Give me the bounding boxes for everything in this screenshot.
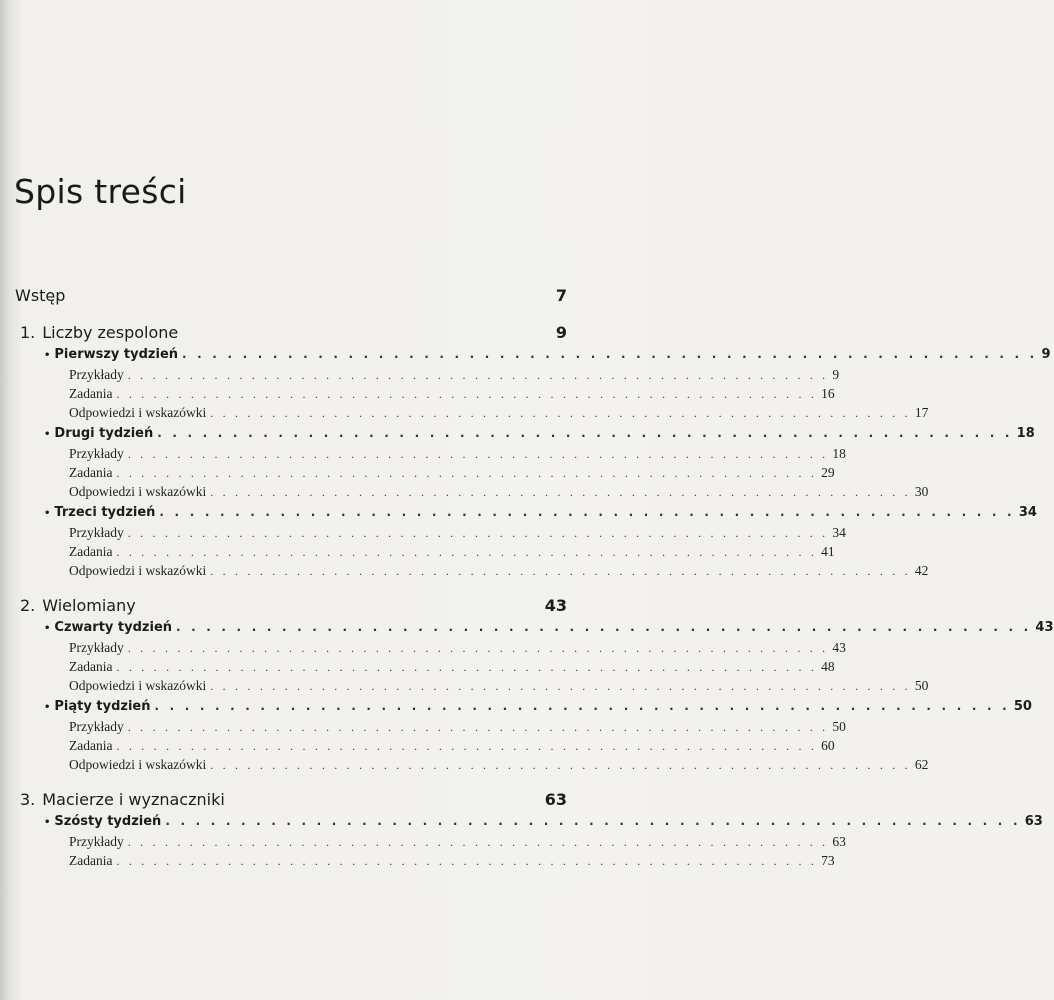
week-title: Trzeci tydzień bbox=[54, 505, 156, 520]
bullet-icon: • bbox=[44, 623, 51, 634]
week-page-number: 34 bbox=[1018, 505, 1037, 520]
section-page-number: 62 bbox=[914, 756, 929, 772]
leader-dots: . . . . . . . . . . . . . . . . . . . . . . . . . . . . . . . . . . . . . . . . . . . . . . . . . . . . . . . . . bbox=[176, 620, 1032, 634]
week-title: Szósty tydzień bbox=[54, 814, 162, 829]
toc-entry-sub bbox=[69, 385, 835, 402]
week-title: Drugi tydzień bbox=[54, 426, 154, 441]
section-page-number: 29 bbox=[821, 464, 835, 480]
leader-dots: . . . . . . . . . . . . . . . . . . . . . . . . . . . . . . . . . . . . . . . . . . . . . . . . . . . . . . . . . bbox=[210, 563, 911, 578]
chapter-page-number: 43 bbox=[544, 596, 567, 615]
toc-entry-sub bbox=[69, 737, 835, 754]
toc-entry-sub bbox=[69, 562, 929, 579]
toc-entry-sub bbox=[69, 483, 929, 500]
leader-dots: . . . . . . . . . . . . . . . . . . . . . . . . . . . . . . . . . . . . . . . . . . . . . . . . . . . . . . . . . bbox=[154, 699, 1010, 713]
toc-entry-week bbox=[44, 347, 1051, 362]
leader-dots: . . . . . . . . . . . . . . . . . . . . . . . . . . . . . . . . . . . . . . . . . . . . . . . . . . . . . . . . . bbox=[165, 814, 1021, 828]
chapter-page-number: 9 bbox=[555, 323, 567, 342]
week-title: Czwarty tydzień bbox=[54, 620, 173, 635]
leader-dots: . . . . . . . . . . . . . . . . . . . . . . . . . . . . . . . . . . . . . . . . . . . . . . . . . . . . . . . . . bbox=[127, 834, 829, 849]
bullet-icon: • bbox=[44, 429, 51, 440]
chapter-title: Wielomiany bbox=[42, 596, 136, 615]
section-page-number: 43 bbox=[832, 639, 846, 655]
section-page-number: 16 bbox=[821, 385, 835, 401]
section-label: Przykłady bbox=[69, 524, 124, 540]
leader-dots: . . . . . . . . . . . . . . . . . . . . . . . . . . . . . . . . . . . . . . . . . . . . . . . . . . . . . . . . . bbox=[159, 505, 1015, 519]
leader-dots: . . . . . . . . . . . . . . . . . . . . . . . . . . . . . . . . . . . . . . . . . . . . . . . . . . . . . . . . . bbox=[127, 525, 829, 540]
leader-dots: . . . . . . . . . . . . . . . . . . . . . . . . . . . . . . . . . . . . . . . . . . . . . . . . . . . . . . . . . bbox=[210, 405, 911, 420]
section-page-number: 48 bbox=[821, 658, 835, 674]
section-label: Odpowiedzi i wskazówki bbox=[69, 404, 207, 420]
toc-entry-sub bbox=[69, 852, 835, 869]
toc-entry-week bbox=[44, 426, 1035, 441]
leader-dots: . . . . . . . . . . . . . . . . . . . . . . . . . . . . . . . . . . . . . . . . . . . . . . . . . . . . . . . . . bbox=[127, 446, 829, 461]
chapter-title: Liczby zespolone bbox=[42, 323, 179, 342]
week-title: Pierwszy tydzień bbox=[54, 347, 179, 362]
toc-entry-chapter bbox=[20, 596, 567, 615]
week-page-number: 9 bbox=[1041, 347, 1051, 362]
toc-entry-sub bbox=[69, 718, 846, 735]
toc-entry-week bbox=[44, 620, 1054, 635]
section-label: Zadania bbox=[69, 543, 113, 559]
leader-dots: . . . . . . . . . . . . . . . . . . . . . . . . . . . . . . . . . . . . . . . . . . . . . . . . . . . . . . . . . bbox=[116, 544, 818, 559]
week-page-number: 18 bbox=[1016, 426, 1035, 441]
section-page-number: 9 bbox=[832, 366, 840, 382]
leader-dots: . . . . . . . . . . . . . . . . . . . . . . . . . . . . . . . . . . . . . . . . . . . . . . . . . . . . . . . . . bbox=[116, 465, 818, 480]
leader-dots: . . . . . . . . . . . . . . . . . . . . . . . . . . . . . . . . . . . . . . . . . . . . . . . . . . . . . . . . . bbox=[210, 678, 911, 693]
section-page-number: 17 bbox=[914, 404, 929, 420]
toc-entry-sub bbox=[69, 445, 846, 462]
toc-entry-sub bbox=[69, 464, 835, 481]
leader-dots: . . . . . . . . . . . . . . . . . . . . . . . . . . . . . . . . . . . . . . . . . . . . . . . . . . . . . . . . . bbox=[157, 426, 1013, 440]
bullet-icon: • bbox=[44, 702, 51, 713]
week-page-number: 43 bbox=[1035, 620, 1054, 635]
leader-dots: . . . . . . . . . . . . . . . . . . . . . . . . . . . . . . . . . . . . . . . . . . . . . . . . . . . . . . . . . bbox=[116, 386, 818, 401]
section-page-number: 42 bbox=[914, 562, 929, 578]
toc-entry-sub bbox=[69, 524, 846, 541]
chapter-number: 1. bbox=[20, 323, 36, 342]
leader-dots: . . . . . . . . . . . . . . . . . . . . . . . . . . . . . . . . . . . . . . . . . . . . . . . . . . . . . . . . . bbox=[182, 347, 1038, 361]
toc-entry-sub bbox=[69, 366, 840, 383]
bullet-icon: • bbox=[44, 817, 51, 828]
toc-entry-week bbox=[44, 814, 1043, 829]
section-label: Przykłady bbox=[69, 445, 124, 461]
intro-page-number: 7 bbox=[555, 286, 567, 305]
section-label: Zadania bbox=[69, 464, 113, 480]
week-page-number: 50 bbox=[1013, 699, 1032, 714]
bullet-icon: • bbox=[44, 508, 51, 519]
section-label: Zadania bbox=[69, 658, 113, 674]
toc-entry-chapter bbox=[20, 790, 567, 809]
toc-entry-sub bbox=[69, 404, 929, 421]
leader-dots: . . . . . . . . . . . . . . . . . . . . . . . . . . . . . . . . . . . . . . . . . . . . . . . . . . . . . . . . . bbox=[116, 853, 818, 868]
section-page-number: 63 bbox=[832, 833, 846, 849]
chapter-number: 2. bbox=[20, 596, 36, 615]
leader-dots: . . . . . . . . . . . . . . . . . . . . . . . . . . . . . . . . . . . . . . . . . . . . . . . . . . . . . . . . . bbox=[127, 719, 829, 734]
leader-dots: . . . . . . . . . . . . . . . . . . . . . . . . . . . . . . . . . . . . . . . . . . . . . . . . . . . . . . . . . bbox=[210, 484, 911, 499]
toc-entry-sub bbox=[69, 677, 929, 694]
section-label: Odpowiedzi i wskazówki bbox=[69, 677, 207, 693]
page-title: Spis treści bbox=[14, 172, 187, 211]
toc-entry-chapter bbox=[20, 323, 567, 342]
section-label: Zadania bbox=[69, 385, 113, 401]
section-page-number: 18 bbox=[832, 445, 846, 461]
section-label: Zadania bbox=[69, 852, 113, 868]
bullet-icon: • bbox=[44, 350, 51, 361]
section-label: Odpowiedzi i wskazówki bbox=[69, 562, 207, 578]
week-title: Piąty tydzień bbox=[54, 699, 151, 714]
toc-entry-sub bbox=[69, 543, 835, 560]
leader-dots: . . . . . . . . . . . . . . . . . . . . . . . . . . . . . . . . . . . . . . . . . . . . . . . . . . . . . . . . . bbox=[116, 738, 818, 753]
chapter-page-number: 63 bbox=[544, 790, 567, 809]
section-page-number: 60 bbox=[821, 737, 835, 753]
section-label: Przykłady bbox=[69, 366, 124, 382]
leader-dots: . . . . . . . . . . . . . . . . . . . . . . . . . . . . . . . . . . . . . . . . . . . . . . . . . . . . . . . . . bbox=[127, 640, 829, 655]
section-label: Przykłady bbox=[69, 833, 124, 849]
toc-entry-week bbox=[44, 505, 1037, 520]
intro-label: Wstęp bbox=[15, 286, 66, 305]
toc-entry-chapter bbox=[15, 286, 567, 305]
chapter-number: 3. bbox=[20, 790, 36, 809]
leader-dots: . . . . . . . . . . . . . . . . . . . . . . . . . . . . . . . . . . . . . . . . . . . . . . . . . . . . . . . . . bbox=[116, 659, 818, 674]
toc-entry-sub bbox=[69, 833, 846, 850]
section-label: Przykłady bbox=[69, 718, 124, 734]
section-label: Odpowiedzi i wskazówki bbox=[69, 756, 207, 772]
toc-entry-week bbox=[44, 699, 1032, 714]
toc-entry-sub bbox=[69, 639, 846, 656]
toc-entry-sub bbox=[69, 658, 835, 675]
leader-dots: . . . . . . . . . . . . . . . . . . . . . . . . . . . . . . . . . . . . . . . . . . . . . . . . . . . . . . . . . bbox=[127, 367, 829, 382]
section-page-number: 30 bbox=[914, 483, 929, 499]
section-label: Odpowiedzi i wskazówki bbox=[69, 483, 207, 499]
chapter-title: Macierze i wyznaczniki bbox=[42, 790, 225, 809]
leader-dots: . . . . . . . . . . . . . . . . . . . . . . . . . . . . . . . . . . . . . . . . . . . . . . . . . . . . . . . . . bbox=[210, 757, 911, 772]
section-page-number: 41 bbox=[821, 543, 835, 559]
section-page-number: 73 bbox=[821, 852, 835, 868]
section-page-number: 34 bbox=[832, 524, 846, 540]
section-label: Przykłady bbox=[69, 639, 124, 655]
section-page-number: 50 bbox=[914, 677, 929, 693]
week-page-number: 63 bbox=[1024, 814, 1043, 829]
section-page-number: 50 bbox=[832, 718, 846, 734]
section-label: Zadania bbox=[69, 737, 113, 753]
toc-entry-sub bbox=[69, 756, 929, 773]
